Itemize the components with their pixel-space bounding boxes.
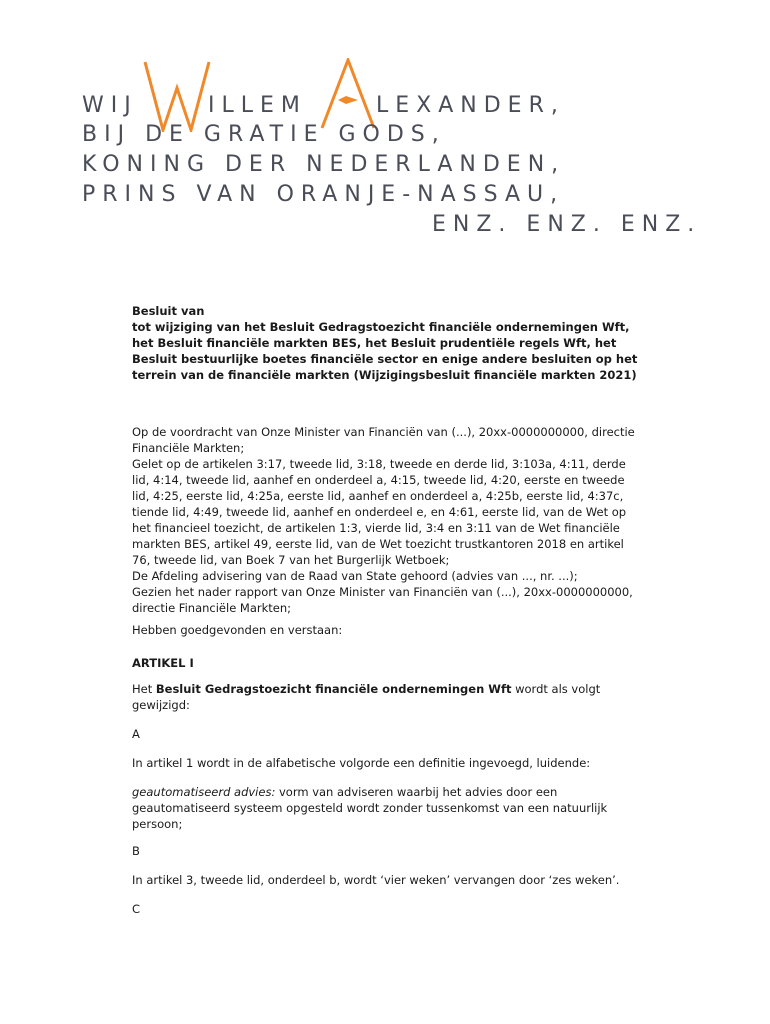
preamble-line: De Afdeling advisering van de Raad van State gehoord (advies van ..., nr. ...); [132,569,578,583]
section-c-label: C [132,902,141,916]
amended-decree-name: Besluit Gedragstoezicht financiële ondernemingen Wft [155,682,512,696]
header-line-4: PRINS VAN ORANJE-NASSAU, [82,182,565,207]
section-a-label: A [132,727,140,741]
header-line-1-mid: ILLEM [208,93,307,118]
amendment-intro-pre: Het [132,682,156,696]
definition-line-1 [132,784,652,800]
preamble-line: Op de voordracht van Onze Minister van Financiën van (...), 20xx-0000000000, directie [132,425,635,439]
enacting-clause: Hebben goedgevonden en verstaan: [132,623,343,637]
title-line-2: tot wijziging van het Besluit Gedragstoezicht financiële ondernemingen Wft, [132,320,630,334]
definition-line-3: persoon; [132,817,183,831]
preamble-line: Gezien het nader rapport van Onze Minister van Financiën van (...), 20xx-0000000000, [132,585,633,599]
section-b-text: In artikel 3, tweede lid, onderdeel b, wordt ‘vier weken’ vervangen door ‘zes weken’. [132,873,620,887]
definition-rest: vorm van adviseren waarbij het advies door een [275,785,558,799]
header-line-1-pre: WIJ [82,93,138,118]
title-line-4: Besluit bestuurlijke boetes financiële sector en enige andere besluiten op het [132,352,638,366]
section-b-label: B [132,844,140,858]
title-line-1: Besluit van [132,304,205,318]
preamble-line: directie Financiële Markten; [132,601,292,615]
preamble-line: Gelet op de artikelen 3:17, tweede lid, 3:18, tweede en derde lid, 3:103a, 4:11, derde [132,457,626,471]
definition-line-2: geautomatiseerd systeem opgesteld wordt zonder tussenkomst van een natuurlijk [132,801,608,815]
preamble-line: lid, 4:25, eerste lid, 4:25a, eerste lid, aanhef en onderdeel a, 4:25b, eerste lid, 4:37c, [132,489,624,503]
preamble-line: lid, 4:14, tweede lid, aanhef en onderdeel a, 4:15, tweede lid, 4:20, eerste en tweede [132,473,625,487]
preamble-line: 76, tweede lid, van Boek 7 van het Burgerlijk Wetboek; [132,553,450,567]
amendment-intro [132,681,652,697]
title-line-3: het Besluit financiële markten BES, het Besluit prudentiële regels Wft, het [132,336,617,350]
defined-term: geautomatiseerd advies: [132,785,276,799]
preamble-line: Financiële Markten; [132,441,245,455]
amendment-intro-line-2: gewijzigd: [132,698,190,712]
header-line-2: BIJ DE GRATIE GODS, [82,122,446,147]
preamble-line: tiende lid, 4:49, tweede lid, aanhef en onderdeel e, en 4:61, eerste lid, van de Wet op [132,505,627,519]
royal-header [0,0,770,250]
amendment-intro-post: wordt als volgt [511,682,601,696]
section-a-text: In artikel 1 wordt in de alfabetische volgorde een definitie ingevoegd, luidende: [132,756,591,770]
logo-a-letter [318,58,378,130]
article-heading: ARTIKEL I [132,656,194,670]
header-line-5: ENZ. ENZ. ENZ. [432,212,702,237]
preamble-line: markten BES, artikel 49, eerste lid, van de Wet toezicht trustkantoren 2018 en artikel [132,537,624,551]
title-line-5: terrein van de financiële markten (Wijzigingsbesluit financiële markten 2021) [132,368,637,382]
header-line-1-post: LEXANDER, [376,93,565,118]
header-line-3: KONING DER NEDERLANDEN, [82,152,566,177]
preamble-line: het financieel toezicht, de artikelen 1:3, vierde lid, 3:4 en 3:11 van de Wet financiële [132,521,620,535]
